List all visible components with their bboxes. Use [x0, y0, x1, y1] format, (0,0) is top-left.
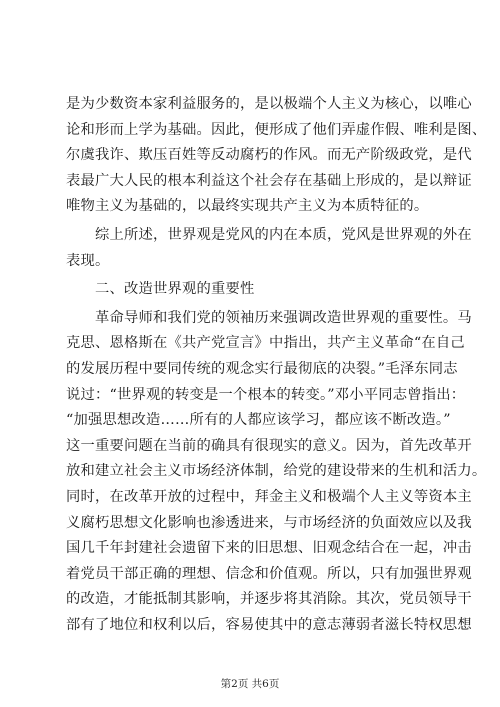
text-line: 国几千年封建社会遗留下来的旧思想、旧观念结合在一起，冲击: [66, 540, 472, 557]
text-line: 论和形而上学为基础。因此，便形成了他们弄虚作假、唯利是图、: [66, 121, 487, 138]
text-line: 克思、恩格斯在《共产党宣言》中指出，共产主义革命“在自己: [66, 335, 465, 352]
text-line: 同时，在改革开放的过程中，拜金主义和极端个人主义等资本主: [66, 488, 472, 505]
text-line: 放和建立社会主义市场经济体制，给党的建设带来的生机和活力。: [66, 463, 487, 480]
text-line: 表现。: [66, 252, 110, 269]
text-line: 尔虞我诈、欺压百姓等反动腐朽的作风。而无产阶级政党，是代: [66, 147, 472, 164]
body-text: [66, 92, 487, 638]
text-line: “加强思想改造……所有的人都应该学习，都应该不断改造。”: [66, 412, 451, 429]
text-line: 这一重要问题在当前的确具有很现实的意义。因为，首先改革开: [66, 437, 472, 454]
text-line: 说过：“世界观的转变是一个根本的转变。”邓小平同志曾指出：: [66, 386, 466, 403]
text-line: 的发展历程中要同传统的观念实行最彻底的决裂。”毛泽东同志: [66, 360, 458, 377]
text-line: 综上所述，世界观是党风的内在本质，党风是世界观的外在: [66, 226, 472, 243]
text-line: 表最广大人民的根本利益这个社会存在基础上形成的，是以辩证: [66, 172, 472, 189]
text-line: 部有了地位和权利以后，容易使其中的意志薄弱者滋长特权思想: [66, 616, 472, 633]
text-line: 着党员干部正确的理想、信念和价值观。所以，只有加强世界观: [66, 565, 472, 582]
text-line: 革命导师和我们党的领袖历来强调改造世界观的重要性。马: [66, 309, 472, 326]
text-line: 义腐朽思想文化影响也渗透进来，与市场经济的负面效应以及我: [66, 514, 472, 531]
text-line: 唯物主义为基础的，以最终实现共产主义为本质特征的。: [66, 198, 429, 215]
text-line: 是为少数资本家利益服务的，是以极端个人主义为核心，以唯心: [66, 96, 472, 112]
text-line: 的改造，才能抵制其影响，并逐步将其消除。其次，党员领导干: [66, 591, 472, 608]
page-number-footer: 第2页 共6页: [220, 678, 280, 690]
section-heading: 二、改造世界观的重要性: [66, 281, 255, 298]
